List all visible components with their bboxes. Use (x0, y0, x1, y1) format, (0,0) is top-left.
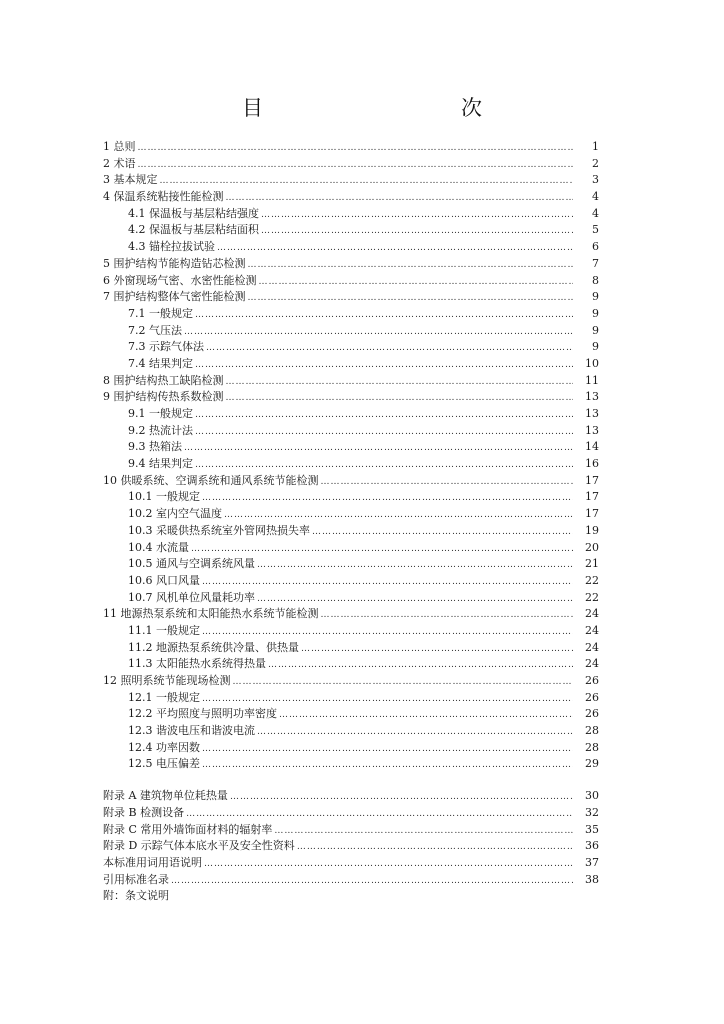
toc-leader-dots (160, 173, 574, 190)
toc-entry-page: 28 (585, 740, 599, 754)
toc-entry-page: 29 (585, 757, 599, 771)
toc-entry[interactable] (103, 673, 599, 690)
toc-entry-page: 36 (585, 839, 599, 853)
toc-entry-label: 12.4 功率因数 (128, 740, 200, 754)
toc-entry-page: 38 (585, 872, 599, 886)
toc-leader-dots (257, 591, 573, 608)
toc-leader-dots (138, 140, 574, 157)
toc-entry[interactable] (103, 888, 599, 905)
toc-entry-label: 7.2 气压法 (128, 323, 182, 337)
page-title: 目 次 (242, 96, 534, 120)
toc-entry[interactable] (103, 590, 599, 607)
toc-entry[interactable] (103, 206, 599, 223)
toc-entry-page: 21 (585, 557, 599, 571)
toc-entry[interactable] (103, 423, 599, 440)
toc-entry[interactable] (103, 139, 599, 156)
toc-entry[interactable] (103, 456, 599, 473)
toc-entry-label: 9.3 热箱法 (128, 440, 182, 454)
toc-entry-label: 12.1 一般规定 (128, 690, 200, 704)
toc-entry-label: 10.6 风口风量 (128, 573, 200, 587)
toc-entry-page: 19 (585, 523, 599, 537)
toc-entry[interactable] (103, 573, 599, 590)
toc-entry-label: 10.2 室内空气温度 (128, 507, 222, 521)
table-of-contents (103, 139, 599, 905)
toc-entry-label: 附录 C 常用外墙饰面材料的辐射率 (103, 822, 273, 836)
toc-entry-label: 6 外窗现场气密、水密性能检测 (103, 273, 257, 287)
toc-entry-label: 2 术语 (103, 156, 136, 170)
toc-leader-dots (171, 873, 573, 890)
toc-entry-page: 37 (585, 855, 599, 869)
toc-entry-label: 3 基本规定 (103, 173, 158, 187)
toc-entry[interactable] (103, 640, 599, 657)
toc-leader-dots (261, 207, 573, 224)
toc-leader-dots (217, 240, 573, 257)
toc-entry-label: 5 围护结构节能构造钻芯检测 (103, 256, 246, 270)
toc-entry-label: 11.1 一般规定 (128, 623, 200, 637)
toc-entry-page: 11 (585, 373, 599, 387)
toc-entry[interactable] (103, 855, 599, 872)
toc-entry[interactable] (103, 690, 599, 707)
toc-leader-dots (321, 474, 574, 491)
toc-leader-dots (274, 823, 573, 840)
toc-entry-label: 12.2 平均照度与照明功率密度 (128, 707, 277, 721)
toc-leader-dots (248, 257, 574, 274)
toc-leader-dots (195, 457, 573, 474)
toc-entry-page: 26 (585, 690, 599, 704)
toc-entry[interactable] (103, 473, 599, 490)
toc-entry-page: 14 (585, 440, 599, 454)
toc-entry[interactable] (103, 256, 599, 273)
toc-entry-label: 4.2 保温板与基层粘结面积 (128, 223, 259, 237)
toc-entry-label: 11 地源热泵系统和太阳能热水系统节能检测 (103, 607, 319, 621)
toc-leader-dots (268, 657, 573, 674)
toc-entry[interactable] (103, 356, 599, 373)
toc-entry-page: 4 (592, 190, 599, 204)
toc-entry-page: 1 (592, 140, 599, 153)
toc-entry-page: 17 (585, 490, 599, 504)
toc-entry-label: 本标准用词用语说明 (103, 855, 202, 869)
toc-entry-page: 9 (592, 323, 599, 337)
toc-leader-dots (226, 390, 574, 407)
toc-entry-label: 附：条文说明 (103, 889, 169, 903)
toc-entry-label: 7.3 示踪气体法 (128, 340, 204, 354)
toc-leader-dots (202, 574, 573, 591)
toc-entry[interactable] (103, 623, 599, 640)
toc-leader-dots (257, 724, 573, 741)
toc-entry-page: 24 (585, 640, 599, 654)
toc-leader-dots (230, 789, 573, 806)
toc-entry-page: 2 (592, 156, 599, 170)
toc-leader-dots (259, 274, 574, 291)
toc-entry-page: 13 (585, 423, 599, 437)
toc-leader-dots (248, 290, 574, 307)
toc-entry-page: 5 (592, 223, 599, 237)
toc-entry-label: 8 围护结构热工缺陷检测 (103, 373, 224, 387)
toc-entry[interactable] (103, 556, 599, 573)
toc-entry-page: 30 (585, 789, 599, 803)
toc-leader-dots (321, 607, 574, 624)
toc-entry-page: 22 (585, 573, 599, 587)
toc-entry-page: 28 (585, 724, 599, 738)
toc-entry[interactable] (103, 838, 599, 855)
toc-entry-label: 9.1 一般规定 (128, 407, 193, 420)
toc-entry-page: 9 (592, 306, 599, 320)
toc-leader-dots (233, 674, 574, 691)
toc-entry-page: 9 (592, 340, 599, 354)
toc-entry-label: 9.4 结果判定 (128, 457, 193, 471)
toc-entry-label: 4.3 锚栓拉拔试验 (128, 240, 215, 254)
toc-entry[interactable] (103, 406, 599, 423)
toc-entry-label: 7.4 结果判定 (128, 356, 193, 370)
toc-entry-label: 附录 A 建筑物单位耗热量 (103, 789, 228, 803)
toc-entry[interactable] (103, 339, 599, 356)
toc-entry-page: 17 (585, 507, 599, 521)
toc-entry-page: 20 (585, 540, 599, 554)
toc-entry[interactable] (103, 656, 599, 673)
toc-entry-page: 6 (592, 240, 599, 254)
toc-leader-dots (312, 524, 573, 541)
toc-entry-page: 4 (592, 206, 599, 220)
toc-leader-dots (195, 307, 573, 324)
toc-entry-page: 24 (585, 657, 599, 671)
toc-leader-dots (184, 440, 573, 457)
toc-leader-dots (297, 839, 573, 856)
toc-entry[interactable] (103, 606, 599, 623)
toc-leader-dots (138, 157, 574, 174)
toc-entry-page: 13 (585, 407, 599, 420)
toc-entry-page: 32 (585, 805, 599, 819)
toc-leader-dots (279, 707, 573, 724)
toc-leader-dots (257, 557, 573, 574)
toc-entry-label: 4.1 保温板与基层粘结强度 (128, 206, 259, 220)
toc-entry-label: 4 保温系统粘接性能检测 (103, 190, 224, 204)
toc-entry[interactable] (103, 540, 599, 557)
toc-entry-page: 24 (585, 623, 599, 637)
toc-entry-page: 16 (585, 457, 599, 471)
toc-leader-dots (202, 490, 573, 507)
toc-entry-label: 10.7 风机单位风量耗功率 (128, 590, 255, 604)
toc-leader-dots (226, 190, 574, 207)
toc-entry[interactable] (103, 706, 599, 723)
toc-entry-page: 9 (592, 290, 599, 304)
toc-leader-dots (202, 741, 573, 758)
toc-entry-page: 26 (585, 674, 599, 687)
toc-entry[interactable] (103, 172, 599, 189)
toc-leader-dots (224, 507, 573, 524)
toc-entry[interactable] (103, 273, 599, 290)
toc-entry-label: 10 供暖系统、空调系统和通风系统节能检测 (103, 473, 319, 487)
toc-entry-page: 22 (585, 590, 599, 604)
toc-leader-dots (184, 324, 573, 341)
toc-entry[interactable] (103, 289, 599, 306)
toc-leader-dots (204, 856, 573, 873)
toc-entry-label: 10.5 通风与空调系统风量 (128, 557, 255, 571)
toc-entry[interactable] (103, 439, 599, 456)
toc-entry[interactable] (103, 756, 599, 773)
toc-entry-label: 9 围护结构传热系数检测 (103, 390, 224, 404)
toc-entry[interactable] (103, 189, 599, 206)
toc-entry[interactable] (103, 523, 599, 540)
toc-entry-page: 13 (585, 390, 599, 404)
toc-entry-page: 10 (585, 356, 599, 370)
toc-entry[interactable] (103, 323, 599, 340)
toc-entry-label: 附录 B 检测设备 (103, 805, 185, 819)
toc-leader-dots (195, 407, 573, 424)
toc-entry-label: 12.5 电压偏差 (128, 757, 200, 771)
toc-leader-dots (206, 340, 573, 357)
toc-entry-label: 7 围护结构整体气密性能检测 (103, 290, 246, 304)
toc-entry-page: 17 (585, 473, 599, 487)
toc-entry-page: 24 (585, 607, 599, 621)
toc-entry-label: 引用标准名录 (103, 872, 169, 886)
toc-entry[interactable] (103, 822, 599, 839)
toc-entry[interactable] (103, 740, 599, 757)
toc-entry-label: 1 总则 (103, 140, 136, 153)
toc-entry[interactable] (103, 156, 599, 173)
toc-entry[interactable] (103, 306, 599, 323)
toc-entry[interactable] (103, 506, 599, 523)
toc-entry[interactable] (103, 723, 599, 740)
toc-entry-label: 12.3 谐波电压和谐波电流 (128, 724, 255, 738)
toc-entry[interactable] (103, 872, 599, 889)
toc-leader-dots (226, 374, 574, 391)
toc-entry-page: 35 (585, 822, 599, 836)
toc-entry-label: 11.3 太阳能热水系统得热量 (128, 657, 266, 671)
toc-entry-label: 10.1 一般规定 (128, 490, 200, 504)
toc-entry-label: 11.2 地源热泵系统供冷量、供热量 (128, 640, 299, 654)
toc-leader-dots (186, 806, 573, 823)
toc-entry-page: 8 (592, 273, 599, 287)
toc-entry-page: 7 (592, 256, 599, 270)
toc-leader-dots (195, 357, 573, 374)
toc-entry-label: 9.2 热流计法 (128, 423, 193, 437)
toc-entry[interactable] (103, 389, 599, 406)
toc-leader-dots (202, 624, 573, 641)
toc-entry-label: 附录 D 示踪气体本底水平及安全性资料 (103, 839, 295, 853)
toc-leader-dots (261, 223, 573, 240)
toc-leader-dots (301, 641, 573, 658)
toc-entry[interactable] (103, 222, 599, 239)
toc-leader-dots (202, 691, 573, 708)
toc-entry-label: 10.3 采暖供热系统室外管网热损失率 (128, 523, 310, 537)
toc-leader-dots (195, 424, 573, 441)
toc-entry-label: 12 照明系统节能现场检测 (103, 674, 231, 687)
toc-entry[interactable] (103, 373, 599, 390)
toc-entry-label: 7.1 一般规定 (128, 306, 193, 320)
toc-entry-page: 26 (585, 707, 599, 721)
toc-leader-dots (202, 757, 573, 774)
toc-entry[interactable] (103, 489, 599, 506)
toc-entry-label: 10.4 水流量 (128, 540, 189, 554)
toc-leader-dots (191, 541, 573, 558)
toc-entry[interactable] (103, 239, 599, 256)
toc-entry[interactable] (103, 805, 599, 822)
toc-entry-page: 3 (592, 173, 599, 187)
toc-entry[interactable] (103, 788, 599, 805)
